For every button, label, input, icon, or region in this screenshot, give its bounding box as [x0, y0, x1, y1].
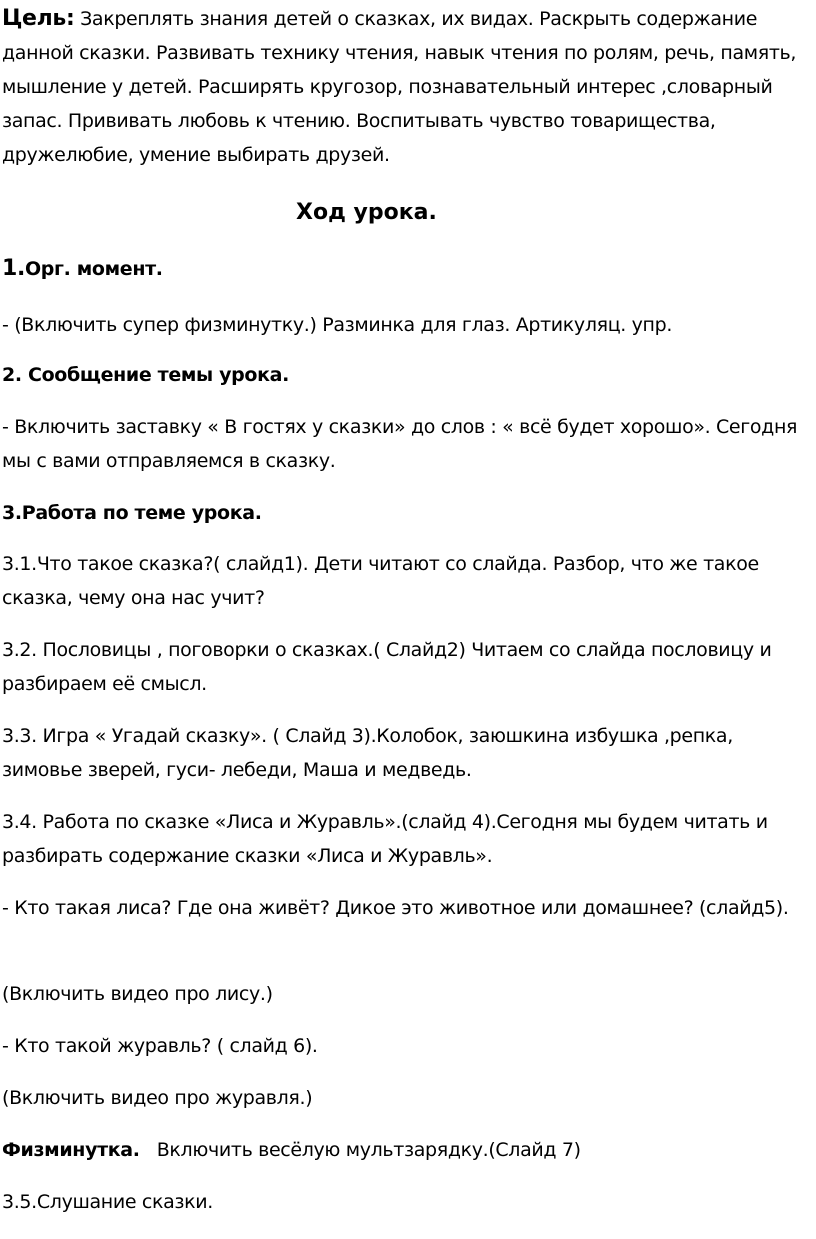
physminute-text: Включить весёлую мультзарядку.(Слайд 7) — [139, 1139, 581, 1161]
section2-text: - Включить заставку « В гостях у сказки» до слов : « всё будет хорошо». Сегодня мы с вами отправляемся в сказку. — [2, 416, 798, 472]
section3-item: (Включить видео про лису.) — [2, 983, 273, 1005]
section1-heading — [2, 252, 814, 286]
section3-item: 3.4. Работа по сказке «Лиса и Журавль».(слайд 4).Сегодня мы будем читать и разбирать содержание сказки «Лиса и Журавль». — [2, 811, 768, 867]
section3-item: - Кто такая лиса? Где она живёт? Дикое это животное или домашнее? (слайд5). — [2, 897, 789, 919]
physminute-paragraph — [2, 1133, 814, 1167]
physminute-label: Физминутка. — [2, 1139, 140, 1161]
section3-item: 3.1.Что такое сказка?( слайд1). Дети читают со слайда. Разбор, что же такое сказка, чему она нас учит? — [2, 553, 759, 609]
section2-title: 2. Сообщение темы урока. — [2, 364, 290, 386]
goal-label: Цель: — [2, 6, 75, 31]
section3-title: 3.Работа по теме урока. — [2, 502, 262, 524]
goal-paragraph — [2, 2, 814, 172]
section3-item: (Включить видео про журавля.) — [2, 1087, 313, 1109]
section3-item: - Кто такой журавль? ( слайд 6). — [2, 1035, 318, 1057]
section1-title: Орг. момент. — [24, 258, 163, 280]
listening-text: 3.5.Слушание сказки. — [2, 1191, 213, 1213]
section3-item: 3.3. Игра « Угадай сказку». ( Слайд 3).Колобок, заюшкина избушка ,репка, зимовье зверей, гуси- лебеди, Маша и медведь. — [2, 725, 733, 781]
section3-item: 3.2. Пословицы , поговорки о сказках.( Слайд2) Читаем со слайда пословицу и разбираем её смысл. — [2, 639, 772, 695]
section1-number: 1. — [2, 256, 25, 281]
section1-text: - (Включить супер физминутку.) Разминка для глаз. Артикуляц. упр. — [2, 314, 673, 336]
lesson-heading: Ход урока. — [296, 200, 437, 225]
goal-text: Закреплять знания детей о сказках, их видах. Раскрыть содержание данной сказки. Развивать технику чтения, навык чтения по ролям, речь, память, мышление у детей. Расширять кругозор, познавательный интерес ,словарный запас. Прививать любовь к чтению. Воспитывать чувство товарищества, дружелюбие, умение выбирать друзей. — [2, 8, 797, 166]
